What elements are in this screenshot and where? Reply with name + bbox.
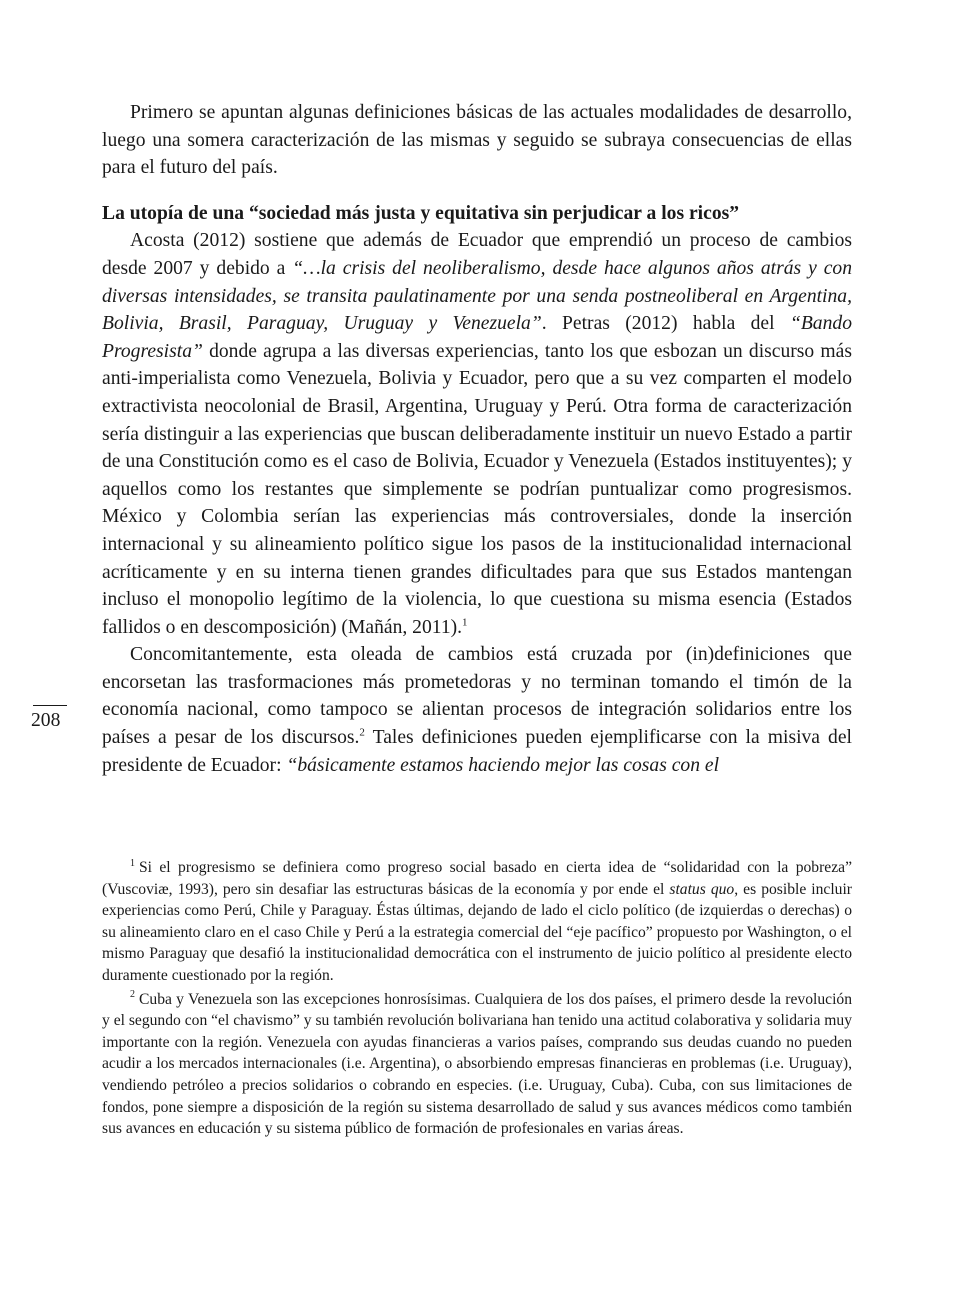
paragraph-concomitantemente-text-a: Concomitantemente, esta oleada de cambios está cruzada por (in)definiciones que encorsetan las trasformaciones más prometedoras y no terminan tomando el timón de la economía nacional, como tampoco se alientan procesos de integración solidarios entre los países a pesar de los discursos. — [102, 644, 852, 749]
footnote-2-mark: 2 — [130, 989, 135, 1001]
paragraph-acosta-text-a: Acosta (2012) sostiene que además de Ecuador que emprendió un proceso de cambios desde 2007 y debido a — [102, 230, 852, 279]
footnote-1-text-a: Si el progresismo se definiera como progreso social basado en cierta idea de “solidaridad con la pobreza” (Vuscoviæ, 1993), pero sin desafiar las estructuras básicas de la economía y por ende el — [102, 859, 852, 898]
footnote-ref-1[interactable]: 1 — [462, 616, 468, 629]
footnote-1-mark: 1 — [130, 857, 135, 869]
footnote-2-text: Cuba y Venezuela son las excepciones honrosísimas. Cualquiera de los dos países, el primero desde la revolución y el segundo con “el chavismo” y su también revolución bolivariana han tenido una actitud colaborativa y solidaria muy importante con la región. Venezuela con ayudas financieras a varios países, comprando sus deudas cuando no pueden acudir a los mercados internacionales (i.e. Argentina), o absorbiendo empresas financieras en problemas (i.e. Uruguay), vendiendo petróleo a precios solidarios o cobrando en especies. (i.e. Uruguay, Cuba). Cuba, con sus limitaciones de fondos, pone siempre a disposición de la región su sistema desarrollado de salud y sus avances médicos como también sus avances en educación y su sistema público de formación de profesionales en varias áreas. — [102, 990, 853, 1138]
paragraph-acosta — [102, 227, 852, 641]
paragraph-concomitantemente-text-b: Tales definiciones pueden ejemplificarse con la misiva del presidente de Ecuador: — [102, 727, 852, 776]
acosta-quote: “…la crisis del neoliberalismo, desde hace algunos años atrás y con diversas intensidades, se transita paulatinamente por una senda postneoliberal en Argentina, Bolivia, Brasil, Paraguay, Uruguay y Venezuela” — [102, 257, 852, 335]
paragraph-acosta-text-c: donde agrupa a las diversas experiencias, tanto los que esbozan un discurso más anti-imperialista como Venezuela, Bolivia y Ecuador, pero que a su vez comparten el modelo extractivista neocolonial de Brasil, Argentina, Uruguay y Perú. Otra forma de caracterización sería distinguir a las experiencias que buscan deliberadamente instituir un nuevo Estado a partir de una Constitución como es el caso de Bolivia, Ecuador y Venezuela (Estados instituyentes); y aquellos como los restantes que simplemente se podrían puntualizar como progresismos. México y Colombia serían las experiencias más controversiales, donde la inserción internacional y su alineamiento político sigue los pasos de la institucionalidad internacional acríticamente y en su interna tienen grandes dificultades para que sus Estados mantengan incluso el monopolio legítimo de la violencia, lo que cuestiona su misma esencia (Estados fallidos o en descomposición) (Mañán, 2011). — [102, 340, 852, 638]
paragraph-acosta-text-b: . Petras (2012) habla del — [541, 313, 790, 335]
footnote-1-text-b: , es posible incluir experiencias como Perú, Chile y Paraguay. Éstas últimas, dejando de lado el ciclo político (de izquierdas o derechas) o su alineamiento claro en el caso Chile y Perú a la estrategia comercial del “eje pacífico” propuesto por Washington, o el mismo Paraguay que desafió la institucionalidad democrática con el instrumento de juicio político al presidente electo duramente cuestionado por la región. — [102, 880, 852, 984]
footnote-ref-2[interactable]: 2 — [359, 726, 365, 739]
page-number: 208 — [31, 710, 61, 731]
main-text — [102, 99, 852, 779]
bando-progresista-quote: “Bando Progresista” — [102, 313, 852, 362]
president-quote: “básicamente estamos haciendo mejor las cosas con el — [286, 754, 720, 776]
intro-paragraph: Primero se apuntan algunas definiciones básicas de las actuales modalidades de desarrollo, luego una somera caracterización de las mismas y seguido se subraya consecuencias de ellas para el futuro del país. — [102, 102, 852, 179]
page-number-rule — [33, 705, 67, 706]
footnote-2 — [102, 989, 852, 1140]
footnotes — [102, 857, 852, 1140]
paragraph-concomitantemente — [102, 641, 852, 779]
section-heading: La utopía de una “sociedad más justa y equitativa sin perjudicar a los ricos” — [102, 202, 740, 224]
footnote-1-italic: status quo — [669, 880, 735, 898]
footnote-1 — [102, 857, 852, 987]
